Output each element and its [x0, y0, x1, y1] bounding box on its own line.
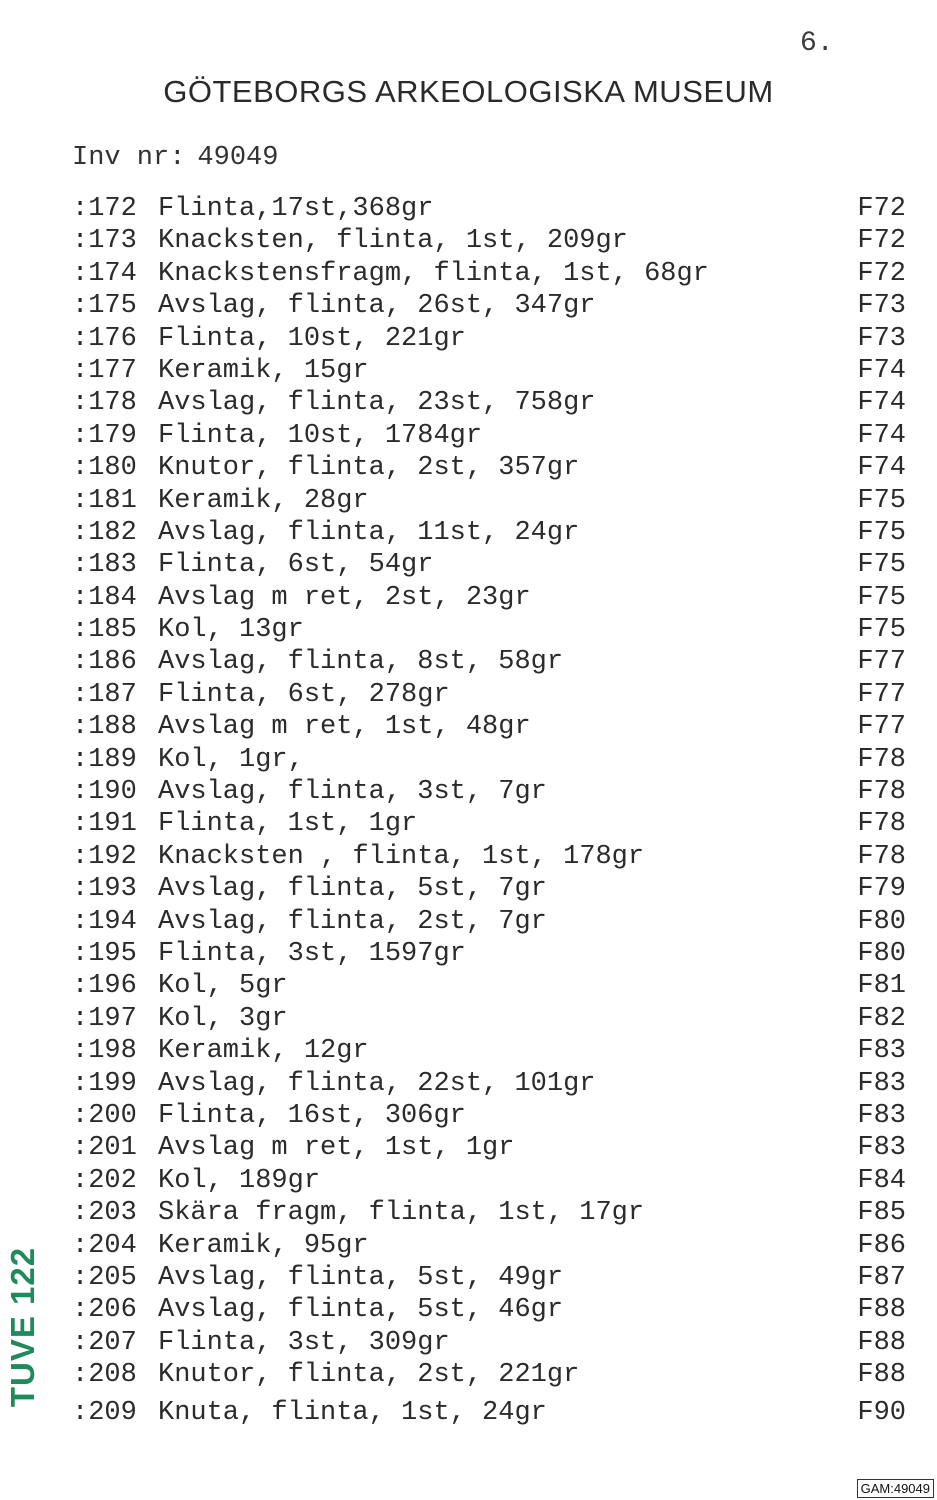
entry-find-number: F73	[857, 291, 906, 322]
entry-row	[72, 938, 912, 970]
entry-find-number: F87	[857, 1262, 906, 1293]
entry-number: :180	[72, 453, 137, 484]
entry-number: :195	[72, 938, 137, 969]
entry-number: :202	[72, 1165, 137, 1196]
entry-row	[72, 258, 912, 290]
entry-row	[72, 744, 912, 776]
entry-row	[72, 1165, 912, 1197]
entry-number: :192	[72, 841, 137, 872]
entry-row	[72, 582, 912, 614]
entry-row	[72, 1397, 912, 1429]
entry-row	[72, 1132, 912, 1164]
entry-description: Knutor, flinta, 2st, 221gr	[158, 1360, 580, 1391]
entry-number: :176	[72, 323, 137, 354]
entry-number: :181	[72, 485, 137, 516]
entry-description: Avslag, flinta, 11st, 24gr	[158, 517, 580, 548]
entry-number: :207	[72, 1327, 137, 1358]
entry-description: Kol, 13gr	[158, 615, 304, 646]
entry-description: Avslag m ret, 1st, 1gr	[158, 1133, 515, 1164]
entry-find-number: F75	[857, 517, 906, 548]
entry-description: Skära fragm, flinta, 1st, 17gr	[158, 1198, 645, 1229]
entry-row	[72, 355, 912, 387]
entry-row	[72, 1262, 912, 1294]
entry-number: :203	[72, 1198, 137, 1229]
entry-description: Avslag m ret, 1st, 48gr	[158, 712, 531, 743]
entry-row	[72, 711, 912, 743]
entry-row	[72, 841, 912, 873]
entry-description: Kol, 1gr,	[158, 744, 304, 775]
entry-number: :185	[72, 615, 137, 646]
entry-find-number: F88	[857, 1327, 906, 1358]
entry-number: :204	[72, 1230, 137, 1261]
entry-row	[72, 776, 912, 808]
entry-row	[72, 1068, 912, 1100]
entry-description: Avslag m ret, 2st, 23gr	[158, 582, 531, 613]
entry-find-number: F75	[857, 550, 906, 581]
entry-find-number: F74	[857, 388, 906, 419]
entry-find-number: F81	[857, 971, 906, 1002]
entry-find-number: F83	[857, 1036, 906, 1067]
entry-number: :199	[72, 1068, 137, 1099]
entry-find-number: F78	[857, 777, 906, 808]
entry-number: :174	[72, 258, 137, 289]
entry-find-number: F78	[857, 841, 906, 872]
entry-number: :178	[72, 388, 137, 419]
entry-description: Kol, 3gr	[158, 1003, 288, 1034]
entry-row	[72, 517, 912, 549]
entry-number: :205	[72, 1262, 137, 1293]
entry-number: :177	[72, 355, 137, 386]
entry-number: :198	[72, 1036, 137, 1067]
entry-number: :189	[72, 744, 137, 775]
entry-find-number: F83	[857, 1100, 906, 1131]
inventory-value: 49049	[197, 143, 279, 173]
entry-number: :175	[72, 291, 137, 322]
entry-description: Knuta, flinta, 1st, 24gr	[158, 1398, 547, 1429]
inventory-number	[72, 143, 278, 173]
entry-find-number: F82	[857, 1003, 906, 1034]
side-label-text: TUVE 122	[4, 1246, 41, 1408]
entry-number: :194	[72, 906, 137, 937]
entry-find-number: F78	[857, 809, 906, 840]
entry-find-number: F74	[857, 420, 906, 451]
entry-number: :193	[72, 874, 137, 905]
entry-description: Avslag, flinta, 5st, 7gr	[158, 874, 547, 905]
entry-description: Keramik, 95gr	[158, 1230, 369, 1261]
entry-description: Flinta, 3st, 1597gr	[158, 938, 466, 969]
entry-description: Kol, 189gr	[158, 1165, 321, 1196]
entry-description: Avslag, flinta, 26st, 347gr	[158, 291, 596, 322]
page-number: 6.	[800, 28, 834, 59]
entry-find-number: F77	[857, 679, 906, 710]
entry-row	[72, 387, 912, 419]
entry-description: Keramik, 12gr	[158, 1036, 369, 1067]
entry-description: Avslag, flinta, 3st, 7gr	[158, 777, 547, 808]
entry-find-number: F77	[857, 712, 906, 743]
entry-find-number: F74	[857, 355, 906, 386]
entry-find-number: F73	[857, 323, 906, 354]
entry-description: Knackstensfragm, flinta, 1st, 68gr	[158, 258, 709, 289]
entry-description: Flinta, 10st, 221gr	[158, 323, 466, 354]
entry-description: Keramik, 15gr	[158, 355, 369, 386]
entry-description: Avslag, flinta, 23st, 758gr	[158, 388, 596, 419]
entry-number: :184	[72, 582, 137, 613]
entry-description: Keramik, 28gr	[158, 485, 369, 516]
entry-number: :201	[72, 1133, 137, 1164]
entry-row	[72, 808, 912, 840]
museum-title: GÖTEBORGS ARKEOLOGISKA MUSEUM	[163, 74, 774, 109]
entry-find-number: F75	[857, 485, 906, 516]
entry-row	[72, 646, 912, 678]
entry-number: :172	[72, 194, 137, 224]
entry-description: Knutor, flinta, 2st, 357gr	[158, 453, 580, 484]
entry-description: Knacksten , flinta, 1st, 178gr	[158, 841, 645, 872]
entry-row	[72, 290, 912, 322]
entry-number: :190	[72, 777, 137, 808]
entry-row	[72, 1230, 912, 1262]
entry-find-number: F85	[857, 1198, 906, 1229]
entry-row	[72, 549, 912, 581]
entry-description: Flinta, 3st, 309gr	[158, 1327, 450, 1358]
entry-description: Flinta, 6st, 278gr	[158, 679, 450, 710]
entry-row	[72, 679, 912, 711]
entry-description: Flinta, 10st, 1784gr	[158, 420, 483, 451]
archive-tag: GAM:49049	[857, 1479, 934, 1498]
inventory-label: Inv nr:	[72, 143, 186, 173]
entry-number: :179	[72, 420, 137, 451]
entry-row	[72, 225, 912, 257]
entry-row	[72, 1359, 912, 1391]
entry-find-number: F83	[857, 1133, 906, 1164]
entry-description: Flinta, 1st, 1gr	[158, 809, 418, 840]
entry-find-number: F86	[857, 1230, 906, 1261]
entry-row	[72, 1035, 912, 1067]
entry-find-number: F88	[857, 1295, 906, 1326]
entry-find-number: F83	[857, 1068, 906, 1099]
entry-number: :183	[72, 550, 137, 581]
entry-row	[72, 906, 912, 938]
entry-number: :209	[72, 1398, 137, 1429]
entry-description: Kol, 5gr	[158, 971, 288, 1002]
entry-row	[72, 420, 912, 452]
entry-find-number: F80	[857, 906, 906, 937]
entry-number: :187	[72, 679, 137, 710]
entry-number: :186	[72, 647, 137, 678]
entry-description: Flinta, 6st, 54gr	[158, 550, 434, 581]
entry-row	[72, 1100, 912, 1132]
entry-row	[72, 873, 912, 905]
entry-number: :196	[72, 971, 137, 1002]
entry-row	[72, 193, 912, 225]
entry-find-number: F79	[857, 874, 906, 905]
entry-row	[72, 485, 912, 517]
entry-find-number: F75	[857, 615, 906, 646]
entry-description: Avslag, flinta, 22st, 101gr	[158, 1068, 596, 1099]
entry-row	[72, 1294, 912, 1326]
entry-find-number: F90	[857, 1398, 906, 1429]
entry-row	[72, 614, 912, 646]
entry-number: :182	[72, 517, 137, 548]
entry-find-number: F77	[857, 647, 906, 678]
entry-row	[72, 970, 912, 1002]
entry-list	[72, 193, 912, 1430]
entry-row	[72, 1327, 912, 1359]
entry-number: :197	[72, 1003, 137, 1034]
entry-find-number: F78	[857, 744, 906, 775]
entry-number: :191	[72, 809, 137, 840]
entry-number: :206	[72, 1295, 137, 1326]
entry-description: Knacksten, flinta, 1st, 209gr	[158, 226, 628, 257]
entry-description: Avslag, flinta, 8st, 58gr	[158, 647, 564, 678]
entry-find-number: F80	[857, 938, 906, 969]
entry-find-number: F88	[857, 1360, 906, 1391]
entry-description: Avslag, flinta, 5st, 46gr	[158, 1295, 564, 1326]
entry-number: :200	[72, 1100, 137, 1131]
entry-find-number: F72	[857, 194, 906, 224]
entry-description: Flinta, 16st, 306gr	[158, 1100, 466, 1131]
side-label-stamp	[2, 1243, 44, 1411]
entry-row	[72, 323, 912, 355]
entry-row	[72, 452, 912, 484]
entry-number: :173	[72, 226, 137, 257]
entry-find-number: F72	[857, 226, 906, 257]
entry-row	[72, 1003, 912, 1035]
entry-number: :188	[72, 712, 137, 743]
entry-number: :208	[72, 1360, 137, 1391]
entry-find-number: F84	[857, 1165, 906, 1196]
entry-find-number: F75	[857, 582, 906, 613]
entry-description: Avslag, flinta, 2st, 7gr	[158, 906, 547, 937]
entry-description: Flinta,17st,368gr	[158, 194, 434, 224]
entry-find-number: F72	[857, 258, 906, 289]
entry-find-number: F74	[857, 453, 906, 484]
entry-description: Avslag, flinta, 5st, 49gr	[158, 1262, 564, 1293]
entry-row	[72, 1197, 912, 1229]
